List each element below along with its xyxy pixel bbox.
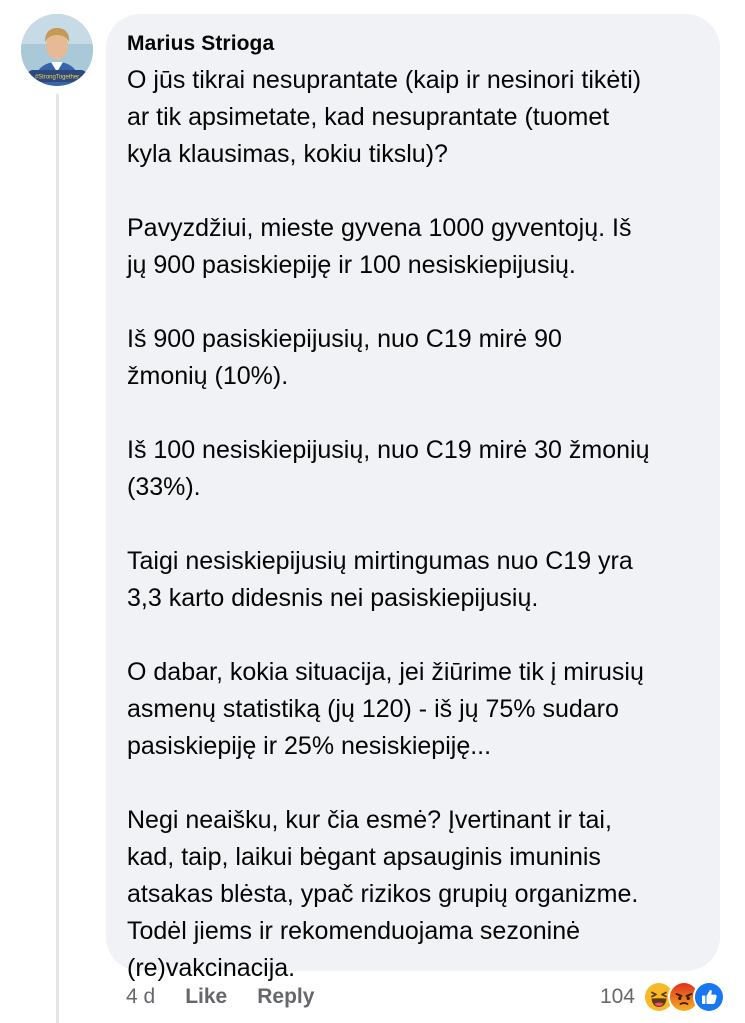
comment-line: 3,3 karto didesnis nei pasiskiepijusių. [127,584,539,612]
comment-line: jų 900 pasiskiepiję ir 100 nesiskiepijusių. [127,251,576,279]
comment-line: ar tik apsimetate, kad nesuprantate (tuomet [127,103,610,131]
comment-body [127,62,700,987]
comment-paragraph [127,432,700,506]
comment-line: O dabar, kokia situacija, jei žiūrime tik į mirusių [127,658,644,686]
comment-timestamp[interactable]: 4 d [126,985,156,1008]
comment-line: Taigi nesiskiepijusių mirtingumas nuo C19 yra [127,547,633,575]
comment-line: Pavyzdžiui, mieste gyvena 1000 gyventojų. Iš [127,214,632,242]
comment-line: žmonių (10%). [127,362,289,390]
comment-line: (33%). [127,473,201,501]
thread-line [56,94,59,1023]
comment-bubble [106,14,720,982]
comment-paragraph [127,654,700,765]
comment-line: kad, taip, laikui bėgant apsauginis imuninis [127,843,601,871]
comment-line: asmenų statistiką (jų 120) - iš jų 75% sudaro [127,695,619,723]
reaction-count: 104 [599,985,635,1008]
comment-line: Iš 900 pasiskiepijusių, nuo C19 mirė 90 [127,325,562,353]
comment-paragraph [127,321,700,395]
comment-paragraph [127,62,700,173]
avatar-badge-text: #StrongTogether [34,74,80,81]
comment-line: kyla klausimas, kokiu tikslu)? [127,140,448,168]
comment-line: Negi neaišku, kur čia esmė? Įvertinant ir tai, [127,806,612,834]
comment-paragraph [127,210,700,284]
like-button[interactable]: Like [185,985,228,1008]
comment-footer [126,982,344,1012]
comment-paragraph [127,543,700,617]
comment-paragraph [127,802,700,987]
like-icon [693,981,725,1013]
comment-line: atsakas blėsta, ypač rizikos grupių organizme. [127,880,639,908]
reaction-icons [643,981,725,1013]
reply-button[interactable]: Reply [257,985,315,1008]
comment-line: O jūs tikrai nesuprantate (kaip ir nesinori tikėti) [127,66,642,94]
avatar[interactable] [21,14,93,86]
reactions-summary[interactable] [600,980,725,1014]
comment-line: Iš 100 nesiskiepijusių, nuo C19 mirė 30 žmonių [127,436,650,464]
comment-line: pasiskiepiję ir 25% nesiskiepiję... [127,732,492,760]
comment-author[interactable]: Marius Strioga [127,32,275,55]
comment-line: Todėl jiems ir rekomenduojama sezoninė [127,917,581,945]
comment-line: (re)vakcinacija. [127,954,296,982]
